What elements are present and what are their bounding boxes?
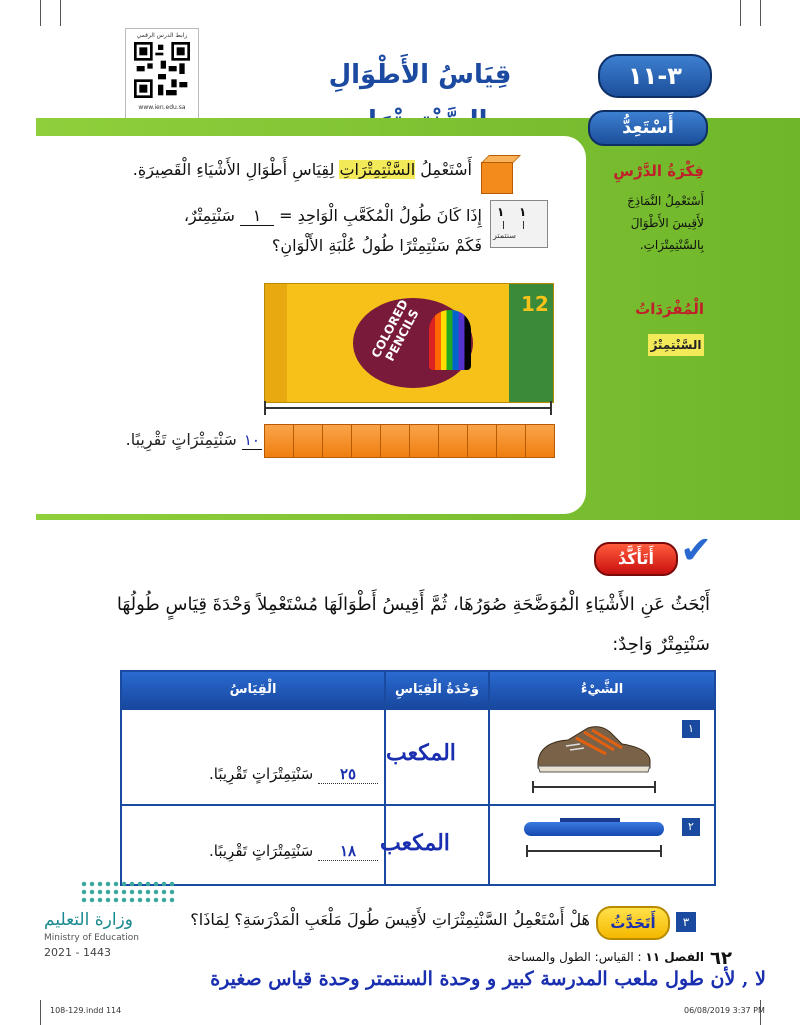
print-slug-file: 108-129.indd 114 [50, 1006, 122, 1015]
qr-caption: رابط الدرس الرقمي [136, 32, 188, 39]
lesson-title: قِيَاسُ الأَطْوَالِ [328, 60, 512, 90]
handwritten-answer: لا , لأن طول ملعب المدرسة كبير و وحدة السنتمتر وحدة قياس صغيرة [210, 968, 766, 990]
row-number: ٢ [682, 818, 700, 836]
chapter-title: : القياس: الطول والمساحة [507, 950, 646, 964]
highlight-term: السَّنْتِمِتْرَاتِ [339, 160, 416, 179]
cube-row [264, 424, 554, 458]
check-badge: أَتَأَكَّدُ [594, 542, 678, 576]
check-instruction: أَبْحَثُ عَنِ الأَشْيَاءِ الْمُوَضَّحَةِ صُوَرُهَا، ثُمَّ أَقِيسُ أَطْوَالَهَا مُسْتَعْمِلاً وَحْدَةَ قِيَاسٍ طُولُهَا سَنْتِمِتْرٌ وَاحِدٌ: [116, 594, 710, 655]
unit-cube [322, 424, 352, 458]
row-number: ١ [682, 720, 700, 738]
unit-cube [496, 424, 526, 458]
prepare-line-1-pre: أَسْتَعْمِلُ [415, 160, 472, 179]
cube-icon [481, 162, 513, 194]
shoe-length-arrow [532, 786, 656, 788]
unit-cube [525, 424, 555, 458]
unit-cube [293, 424, 323, 458]
pen-clip [560, 818, 620, 822]
answer-text: سَنْتِمِتْرَاتٍ تَقْرِيبًا. [125, 430, 242, 449]
question-number: ٣ [676, 912, 696, 932]
unit-cube [264, 424, 294, 458]
table-divider [122, 804, 714, 806]
colored-pencils-box [264, 283, 554, 403]
vocab-word: السَّنْتِمِتْرُ [648, 334, 704, 356]
page-number: ٦٢ [710, 948, 732, 969]
cube-length-blank: ١ [240, 206, 274, 226]
chapter-footer [478, 950, 704, 964]
qr-url[interactable]: www.ien.edu.sa [138, 104, 186, 111]
lesson-idea-line: لأَقِيسَ الأَطْوَالَ [630, 216, 704, 230]
unit-cube [351, 424, 381, 458]
ruler-icon [490, 200, 548, 248]
prepare-line-3: فَكَمْ سَنْتِمِتْرًا طُولُ عُلْبَةِ الأَلْوَانِ؟ [271, 236, 482, 255]
row-unit-handwritten: المكعب [386, 740, 456, 766]
ruler-mark: ١ [519, 205, 527, 219]
lesson-idea-text [600, 190, 704, 256]
unit-cube [467, 424, 497, 458]
box-count: 12 [521, 292, 549, 316]
ministry-name-en: Ministry of Education [44, 933, 139, 943]
ruler-mark: ١ [497, 205, 505, 219]
unit-cube [380, 424, 410, 458]
discuss-badge: أَتَحَدَّثُ [596, 906, 670, 940]
pencils-icon [429, 310, 471, 370]
prepare-line-1 [100, 160, 472, 179]
box-brand-label: COLORED PENCILS [368, 297, 422, 364]
answer-value: ١٠ [243, 431, 260, 449]
crop-mark [740, 0, 741, 26]
prepare-answer [34, 430, 262, 460]
header-unit: وَحْدَةُ الْقِيَاسِ [386, 672, 488, 708]
unit-cube [409, 424, 439, 458]
crop-mark [760, 0, 761, 26]
lesson-idea-line: أَسْتَعْمِلُ النَّمَاذِجَ [627, 194, 704, 208]
pen-icon [524, 822, 664, 836]
shoe-icon [530, 722, 656, 776]
checkmark-icon: ✔ [680, 528, 712, 572]
discuss-question: هَلْ أَسْتَعْمِلُ السَّنْتِمِتْرَاتِ لأَقِيسَ طُولَ مَلْعَبِ الْمَدْرَسَةِ؟ لِمَاذَا؟ [190, 910, 590, 929]
vocab-heading: الْمُفْرَدَاتُ [635, 300, 704, 318]
chapter-label: الفصل ١١ [645, 950, 704, 964]
ruler-unit: سنتمتر [493, 231, 516, 240]
ministry-years: 2021 - 1443 [44, 946, 111, 959]
table-divider [488, 672, 490, 884]
unit-cube [438, 424, 468, 458]
lesson-idea-heading: فِكْرَةُ الدَّرْسِ [613, 162, 704, 180]
crop-mark [40, 0, 41, 26]
print-slug-date: 06/08/2019 3:37 PM [684, 1006, 765, 1015]
prepare-line-2-post: سَنْتِمِتْرٌ، [183, 206, 241, 225]
qr-code-icon [134, 42, 190, 98]
ministry-logo-icon [80, 880, 176, 906]
prepare-line-1-post: لِقِيَاسِ أَطْوَالِ الأَشْيَاءِ الْقَصِيرَةِ. [132, 160, 340, 179]
header-object: الشَّيْءُ [490, 672, 714, 708]
prepare-line-2-pre: إِذَا كَانَ طُولُ الْمُكَعَّبِ الْوَاحِدِ = [274, 206, 482, 225]
header-measurement: الْقِيَاسُ [122, 672, 384, 708]
measure-arrow [264, 407, 552, 409]
row-measurement-value: ٢٥ [318, 765, 378, 784]
row-unit-handwritten: المكعب [380, 830, 450, 856]
pen-length-arrow [526, 850, 662, 852]
ministry-name-ar: وزارة التعليم [44, 910, 133, 930]
row-measurement [126, 842, 378, 861]
prepare-badge: أَسْتَعِدُّ [588, 110, 708, 146]
crop-mark [40, 1000, 41, 1025]
lesson-idea-line: بِالسَّنْتِمِتْرَاتِ. [639, 238, 704, 252]
crop-mark [60, 0, 61, 26]
row-measurement-value: ١٨ [318, 842, 378, 861]
row-measurement-suffix: سَنْتِمِتْرَاتٍ تَقْرِيبًا. [209, 765, 318, 783]
lesson-number-badge: ٣-١١ [598, 54, 712, 98]
table-divider [122, 708, 714, 710]
prepare-line-2 [130, 206, 482, 226]
row-measurement-suffix: سَنْتِمِتْرَاتٍ تَقْرِيبًا. [209, 842, 318, 860]
row-measurement [126, 765, 378, 784]
